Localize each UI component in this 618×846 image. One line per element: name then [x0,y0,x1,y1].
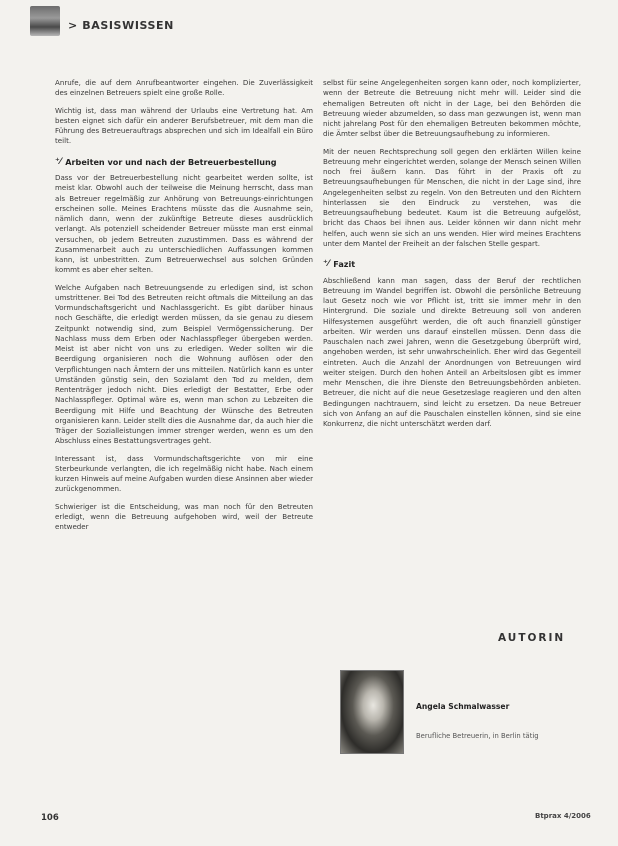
paragraph: Wichtig ist, dass man während der Urlaubs eine Vertretung hat. Am besten eignet sich dafür ein anderer Berufsbetreuer, mit dem man die Führung des Betreuerauftrags absprechen und sich im Idealfall ein Büro teilt. [55,105,313,146]
section-heading [323,259,581,270]
page-number: 106 [41,813,59,823]
paragraph: Anrufe, die auf dem Anrufbeantworter eingehen. Die Zuverlässigkeit des einzelnen Betreuers spielt eine große Rolle. [55,78,313,98]
author-section-label: AUTORIN [498,632,566,644]
author-photo [340,670,404,754]
paragraph: selbst für seine Angelegenheiten sorgen kann oder, noch komplizierter, wenn der Betreute die Betreuung nicht mehr will. Leider sind die ehemaligen Betreuten oft nicht in der Lage, bei den Behörden die Betreuung wieder abzumelden, so dass man gezwungen ist, wenn man nicht jahrelang Post für den ehemaligen Betreuten bekommen möchte, die Ämter selbst über die Betreuungsaufhebung zu informieren. [323,78,581,139]
heading-marker-icon: ⁺⁄ [323,259,330,269]
paragraph: Schwieriger ist die Entscheidung, was man noch für den Betreuten erledigt, wenn die Betreuung aufgehoben wird, weil der Betreute entweder [55,501,313,531]
heading-text: Fazit [333,259,356,269]
section-title: > BASISWISSEN [68,19,174,32]
heading-marker-icon: ⁺⁄ [55,156,62,167]
paragraph: Mit der neuen Rechtsprechung soll gegen den erklärten Willen keine Betreuung mehr eingerichtet werden, solange der Mensch seinen Willen noch frei äußern kann. Das führt in der Praxis oft zu Betreuungsaufhebungen für Menschen, die nicht in der Lage sind, ihre Angelegenheiten selbst zu regeln. Von den Betreuten und den Richtern hinterlassen sie den Eindruck zu verstehen, was die Betreuungsaufhebung bedeutet. Kaum ist die Betreuung aufgelöst, bricht das Chaos bei ihnen aus. Leider können wir dann nicht mehr helfen, auch wenn sie sich an uns wenden. Hier wird meines Erachtens unter dem Mantel der Freiheit an der falschen Stelle gespart. [323,146,581,248]
paragraph: Interessant ist, dass Vormundschaftsgerichte von mir eine Sterbeurkunde verlangten, die ich regelmäßig nicht habe. Nach einem kurzen Hinweis auf meine Aufgaben wurden diese Ansinnen aber wieder zurückgenommen. [55,453,313,494]
right-column [323,78,581,436]
author-description: Berufliche Betreuerin, in Berlin tätig [416,732,539,740]
author-name: Angela Schmalwasser [416,702,510,711]
left-column [55,78,313,539]
paragraph: Welche Aufgaben nach Betreuungsende zu erledigen sind, ist schon umstrittener. Bei Tod des Betreuten reicht oftmals die Mitteilung an das Vormundschaftsgericht und Nachlassgericht. Es gibt darüber hinaus noch Geschäfte, die erledigt werden müssen, da sie genau zu diesem Zeitpunkt notwendig sind, zum Beispiel Vermögenssicherung. Der Nachlass muss dem Erben oder Nachlasspfleger übergeben werden. Meist ist aber nicht von uns zu erledigen. Weder sollten wir die Beerdigung organisieren noch die Wohnung auflösen oder den Verpflichtungen nach Ämtern der uns mitteilen. Natürlich kann es unter Umständen günstig sein, den Sozialamt den Tod zu melden, dem Rententräger jedoch nicht. Dies erledigt der Bestatter, Erbe oder Nachlasspfleger. Optimal wäre es, wenn man schon zu Lebzeiten die Beerdigung mit Hilfe und Beachtung der Wünsche des Betreuten organisieren kann. Leider stellt dies die Ausnahme dar, da auch hier die Träger der Sozialleistungen immer strenger werden, wenn es um den Abschluss eines Bestattungsvertrages geht. [55,282,313,446]
author-box [340,668,570,758]
paragraph: Abschließend kann man sagen, dass der Beruf der rechtlichen Betreuung im Wandel begriffen ist. Obwohl die persönliche Betreuung laut Gesetz noch wie vor Pflicht ist, tritt sie immer mehr in den Hintergrund. Die soziale und direkte Betreuung soll von anderen Hilfesystemen ausgeführt werden, die oft auch finanziell günstiger arbeiten. Wir werden uns darauf einstellen müssen. Denn dass die Pauschalen nach zwei Jahren, wenn die Gesetzgebung überprüft wird, angehoben werden, ist sehr unwahrscheinlich. Eher wird das Gegenteil eintreten. Auch die Anzahl der Anordnungen von Betreuungen wird weiter steigen. Durch den hohen Anteil an Arbeitslosen gibt es immer mehr Menschen, die ihre Dienste den Betreuungsbehörden anbieten. Betreuer, die nicht auf die neue Gesetzeslage reagieren und den alten Bedingungen nachtrauern, sind leicht zu ersetzen. Da neue Betreuer sich von Anfang an auf die Pauschalen einstellen können, sind sie eine Konkurrenz, die nicht unterschätzt werden darf. [323,275,581,428]
section-heading [55,157,313,168]
magazine-logo [30,6,60,36]
heading-text: Arbeiten vor und nach der Betreuerbestellung [65,156,277,167]
journal-issue: Btprax 4/2006 [535,812,591,820]
paragraph: Dass vor der Betreuerbestellung nicht gearbeitet werden sollte, ist meist klar. Obwohl auch der teilweise die Meinung herrscht, dass man als Betreuer regelmäßig zur Anhörung von Betreuungs-einrichtungen erscheinen solle. Meines Erachtens müsste das die Ausnahme sein, nämlich dann, wenn der zukünftige Betreute dieses ausdrücklich verlangt. Als potenziell scheidender Betreuer müsste man erst einmal versuchen, ob jedem Betreuten zuzustimmen. Dass es während der Zusammenarbeit auch zu unterschiedlichen Auffassungen kommen kann, ist unbestritten. Zum Betreuerwechsel aus solchen Gründen kommt es aber eher selten. [55,173,313,275]
